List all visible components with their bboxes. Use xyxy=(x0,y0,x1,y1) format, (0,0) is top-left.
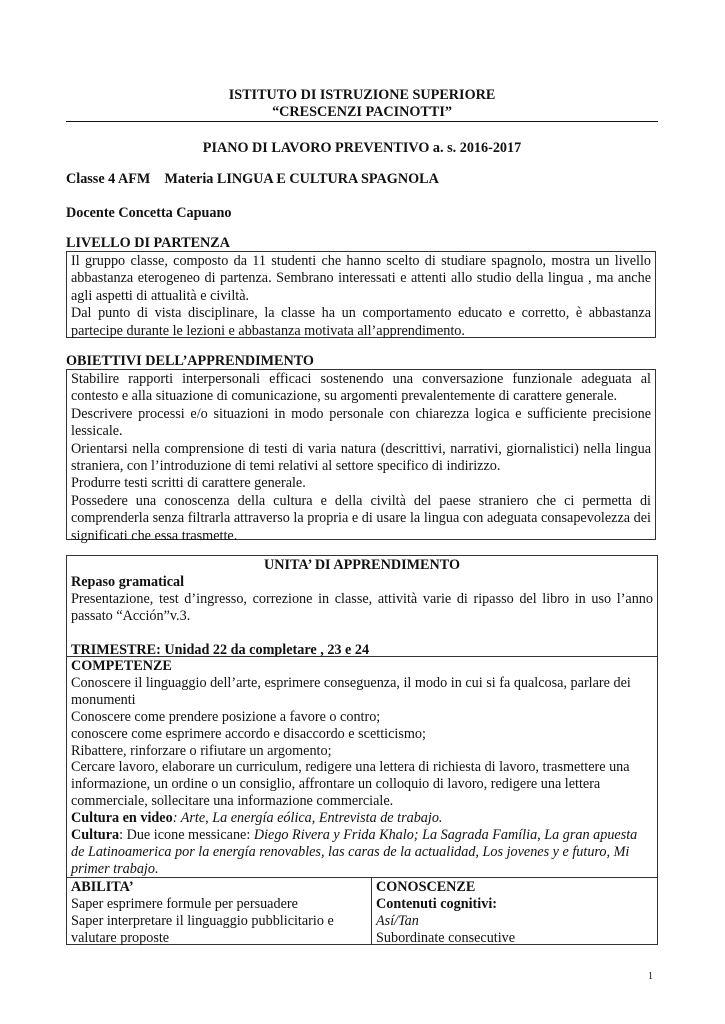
unita-title: UNITA’ DI APPRENDIMENTO xyxy=(263,557,460,573)
obiettivo-item: Stabilire rapporti interpersonali efficaci sostenendo una conversazione funzionale adeguata al contesto e alla situazione di comunicazione, su argomenti prevalentemente di carattere generale. xyxy=(71,371,651,405)
obiettivo-item: Possedere una conoscenza della cultura e della civiltà del paese straniero che ci permetta di comprenderla senza filtrarla attraverso la propria e di usare la lingua con adeguata consapevolezza dei significati che essa trasmette. xyxy=(71,492,651,544)
competenze-cell xyxy=(66,656,658,878)
abilita-cell xyxy=(66,877,372,945)
unita-header-cell xyxy=(66,555,658,657)
obiettivo-item: Descrivere processi e/o situazioni in modo personale con chiarezza logica e sufficiente precisione lessicale. xyxy=(71,405,651,440)
class-label: Classe 4 AFM xyxy=(66,171,151,187)
cultura-plain: : Due icone messicane: xyxy=(119,827,254,844)
subject-label: Materia LINGUA E CULTURA SPAGNOLA xyxy=(164,171,439,187)
conoscenze-subtitle: Contenuti cognitivi: xyxy=(376,895,497,912)
cultura-video-label: Cultura en video xyxy=(71,810,173,827)
obiettivo-item: Orientarsi nella comprensione di testi di varia natura (descrittivi, narrativi, giornalistici) nella lingua straniera, con l’introduzione di temi relativi al settore specifico di indirizzo. xyxy=(71,440,651,475)
abilita-item: Saper esprimere formule per persuadere xyxy=(71,895,298,912)
obiettivi-box xyxy=(66,369,656,544)
livello-paragraph: Dal punto di vista disciplinare, la classe ha un comportamento educato e corretto, è abbastanza partecipe durante le lezioni e abbastanza motivata all’apprendimento. xyxy=(71,305,651,339)
conoscenze-cell xyxy=(371,877,658,945)
header-divider xyxy=(66,121,658,122)
abilita-title: ABILITA’ xyxy=(71,879,134,895)
conoscenze-item: Así/Tan xyxy=(376,912,419,929)
school-subtitle: “CRESCENZI PACINOTTI” xyxy=(272,104,452,120)
school-name: ISTITUTO DI ISTRUZIONE SUPERIORE xyxy=(228,87,496,103)
competenza-item: Conoscere come prendere posizione a favore o contro; xyxy=(71,708,381,725)
livello-paragraph: Il gruppo classe, composto da 11 studenti che hanno scelto di studiare spagnolo, mostra un livello abbastanza eterogeneo di partenza. Sembrano interessati e attenti allo studio della lingua , ma anche agli aspetti di attualità e civiltà. xyxy=(71,253,651,304)
class-line xyxy=(66,171,658,188)
abilita-item: Saper interpretare il linguaggio pubblicitario e valutare proposte xyxy=(71,912,334,946)
section-title-livello: LIVELLO DI PARTENZA xyxy=(66,235,231,251)
cultura-video-line xyxy=(71,810,653,827)
cultura-italic: Diego Rivera y Frida Khalo; La Sagrada Família, La gran apuesta de Latinoamerica por la energía renovables, las caras de la actualidad, Los jovenes y e futuro, Mi primer trabajo. xyxy=(71,827,638,877)
livello-box xyxy=(66,251,656,338)
trimestre-label: TRIMESTRE: Unidad 22 da completare , 23 e 24 xyxy=(71,641,370,658)
page-number: 1 xyxy=(648,971,653,982)
obiettivo-item: Produrre testi scritti di carattere generale. xyxy=(71,475,306,492)
conoscenze-title: CONOSCENZE xyxy=(376,879,476,895)
plan-title: PIANO DI LAVORO PREVENTIVO a. s. 2016-2017 xyxy=(202,140,522,156)
conoscenze-item: Subordinate consecutive xyxy=(376,929,516,946)
repaso-title: Repaso gramatical xyxy=(71,573,185,590)
competenza-item: Cercare lavoro, elaborare un curriculum, redigere una lettera di richiesta di lavoro, trasmettere una informazione, un ordine o un consiglio, affrontare un colloquio di lavoro, redigere una lettera commerciale, sollecitare una informazione commerciale. xyxy=(71,759,630,810)
cultura-line xyxy=(71,827,653,878)
cultura-video-text: : Arte, La energía eólica, Entrevista de trabajo. xyxy=(172,810,443,827)
repaso-text: Presentazione, test d’ingresso, correzione in classe, attività varie di ripasso del libro in uso l’anno passato “Acción”v.3. xyxy=(71,590,653,624)
unita-table xyxy=(66,555,658,945)
competenza-item: Conoscere il linguaggio dell’arte, esprimere conseguenza, il modo in cui si fa qualcosa, parlare dei monumenti xyxy=(71,674,631,708)
cultura-label: Cultura xyxy=(71,827,120,844)
section-title-obiettivi: OBIETTIVI DELL’APPRENDIMENTO xyxy=(66,353,314,369)
teacher-name: Docente Concetta Capuano xyxy=(66,205,232,221)
competenza-item: conoscere come esprimere accordo e disaccordo e scetticismo; xyxy=(71,725,426,742)
competenze-title: COMPETENZE xyxy=(71,658,172,674)
competenza-item: Ribattere, rinforzare o rifiutare un argomento; xyxy=(71,742,332,759)
